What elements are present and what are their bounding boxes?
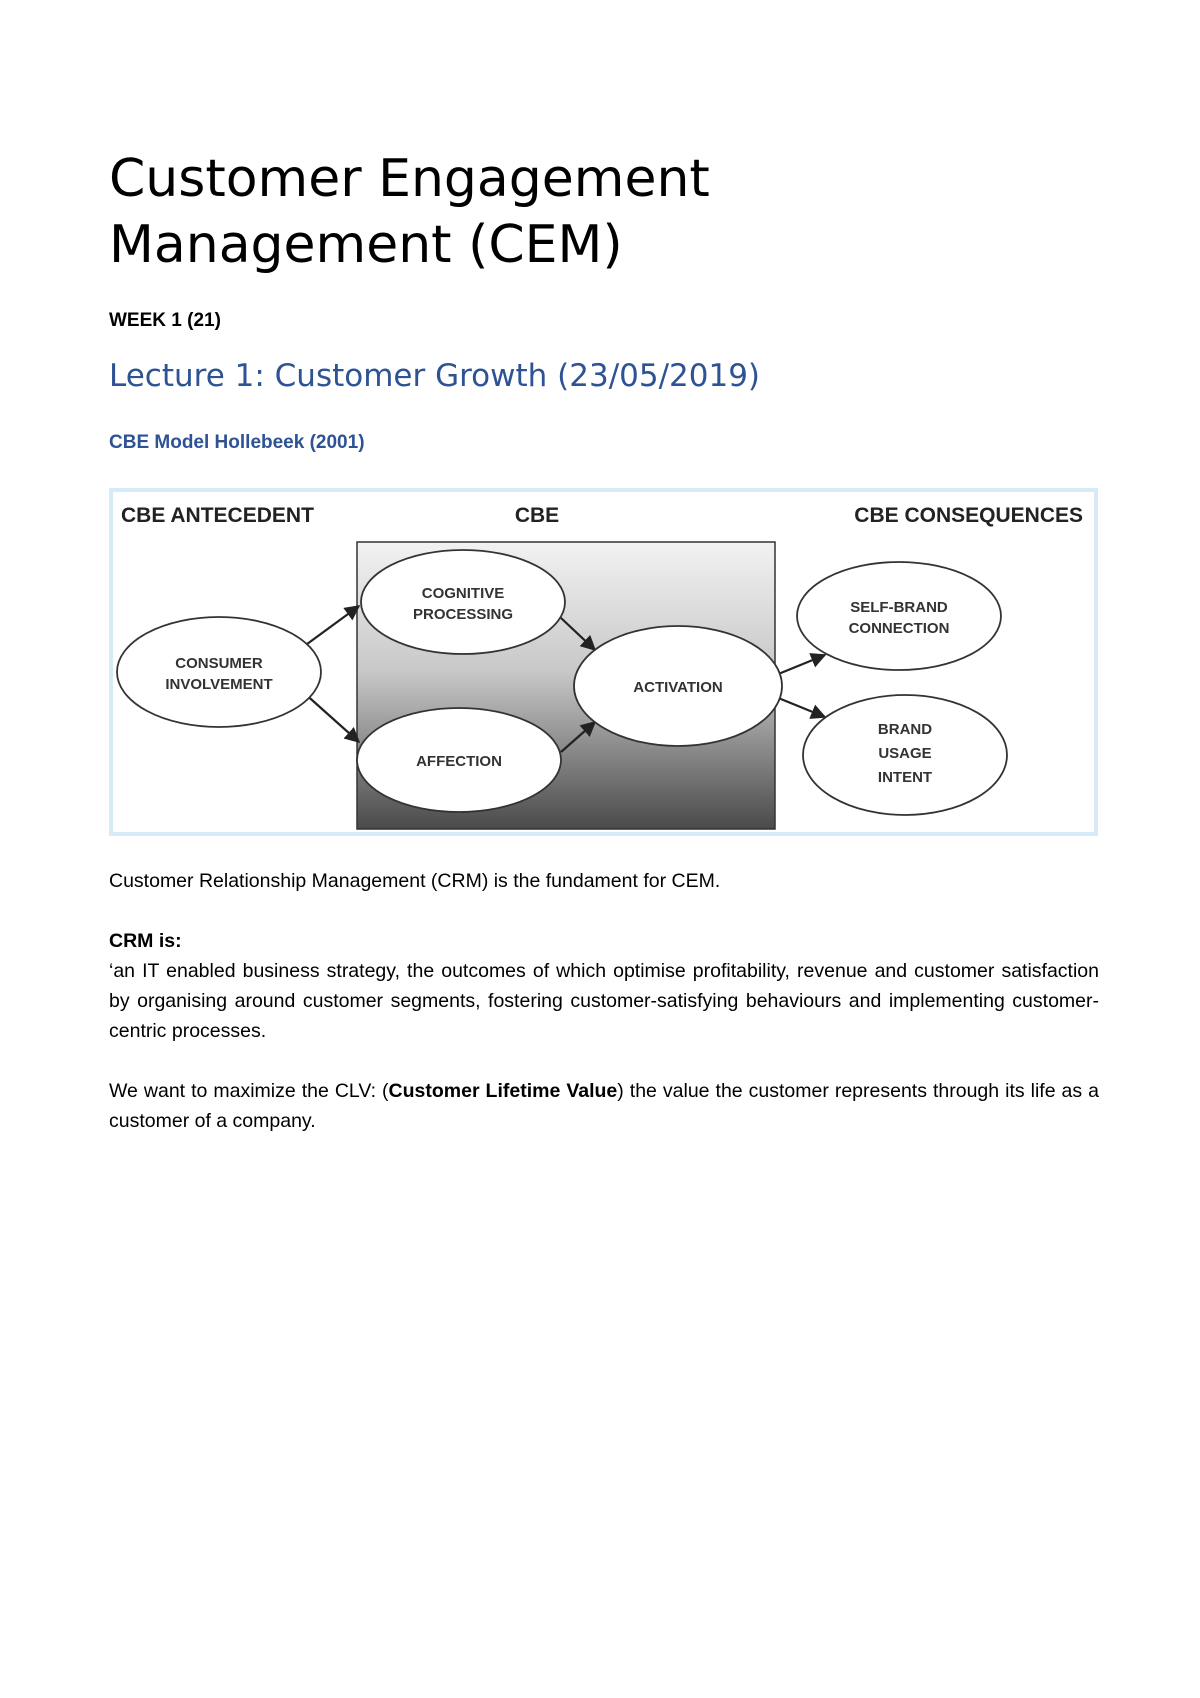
crm-definition-block xyxy=(109,926,1099,1046)
node-brand-usage-intent-line-1: BRAND xyxy=(877,721,933,738)
node-brand-usage-intent-line-3: INTENT xyxy=(877,769,933,786)
cbe-diagram-svg xyxy=(113,492,1094,832)
document-title-line-1: Customer Engagement xyxy=(109,149,710,209)
node-activation-line-1: ACTIVATION xyxy=(633,679,723,696)
node-affection-line-1: AFFECTION xyxy=(416,753,502,770)
node-cognitive-processing-line-2: PROCESSING xyxy=(412,606,514,623)
crm-intro-paragraph: Customer Relationship Management (CRM) is the fundament for CEM. xyxy=(109,870,721,892)
crm-definition-text: ‘an IT enabled business strategy, the outcomes of which optimise profitability, revenue and customer satisfaction by organising around customer segments, fostering customer-satisfying behaviours and implementing customer-centric processes. xyxy=(109,960,1099,1042)
diagram-header-antecedent: CBE ANTECEDENT xyxy=(121,504,314,527)
clv-suffix: ) the value the customer represents through its life as a customer of a company. xyxy=(109,1080,1100,1132)
arrow-involvement-to-cognitive xyxy=(303,606,359,647)
node-cognitive-processing xyxy=(361,550,565,654)
clv-term: Customer Lifetime Value xyxy=(388,1080,618,1102)
document-title xyxy=(109,146,1009,278)
week-heading: WEEK 1 (21) xyxy=(109,310,221,331)
node-self-brand-connection-line-1: SELF-BRAND xyxy=(850,599,948,616)
node-consumer-involvement-line-2: INVOLVEMENT xyxy=(165,676,273,693)
node-self-brand-connection-line-2: CONNECTION xyxy=(848,620,950,637)
node-consumer-involvement-line-1: CONSUMER xyxy=(175,655,263,672)
cbe-model-diagram xyxy=(109,488,1098,836)
node-self-brand-connection xyxy=(797,562,1001,670)
node-consumer-involvement xyxy=(117,617,321,727)
clv-paragraph xyxy=(109,1076,1099,1136)
node-cognitive-processing-line-1: COGNITIVE xyxy=(421,585,505,602)
node-brand-usage-intent-line-2: USAGE xyxy=(878,745,932,762)
clv-prefix: We want to maximize the CLV: ( xyxy=(109,1080,389,1102)
diagram-header-cbe: CBE xyxy=(514,504,560,527)
document-title-line-2: Management (CEM) xyxy=(109,215,623,275)
node-activation xyxy=(574,626,782,746)
diagram-header-consequences: CBE CONSEQUENCES xyxy=(854,504,1083,527)
lecture-heading: Lecture 1: Customer Growth (23/05/2019) xyxy=(109,358,761,394)
arrow-involvement-to-affection xyxy=(303,692,359,742)
node-affection xyxy=(357,708,561,812)
node-brand-usage-intent xyxy=(803,695,1007,815)
crm-label: CRM is: xyxy=(109,930,182,952)
model-caption: CBE Model Hollebeek (2001) xyxy=(109,432,365,453)
